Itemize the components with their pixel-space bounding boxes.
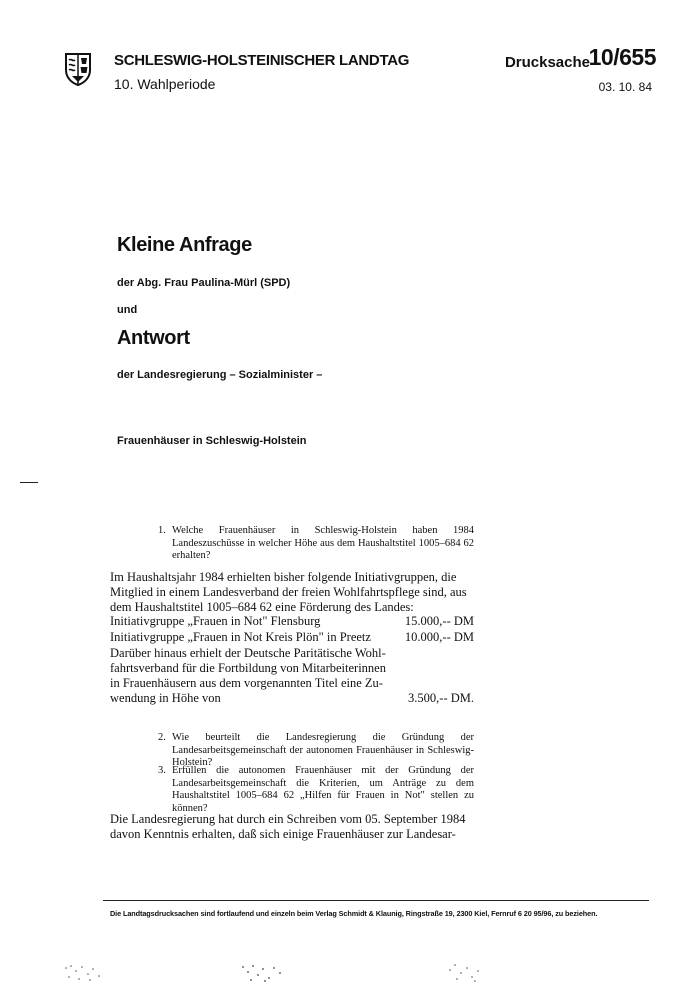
footer-rule	[103, 900, 649, 901]
landtag-name: SCHLESWIG-HOLSTEINISCHER LANDTAG	[114, 52, 410, 69]
question-number: 2.	[158, 732, 166, 743]
scan-artifact	[240, 962, 284, 984]
text-line: Die Landesregierung hat durch ein Schreiben vom 05. September 1984	[110, 812, 466, 826]
scan-artifact	[62, 962, 106, 984]
funding-amount: 10.000,-- DM	[404, 630, 474, 644]
question-1	[158, 525, 474, 563]
scan-artifact	[445, 962, 485, 984]
answer-1-intro: Im Haushaltsjahr 1984 erhielten bisher folgende Initiativgruppen, die Mitglied in einem Landesverband der freien Wohlfahrtspflege sind, aus dem Haushaltstitel 1005–684 62 eine Förderung des Landes:	[110, 570, 467, 614]
question-number: 3.	[158, 765, 166, 776]
und-line: und	[117, 304, 138, 316]
drucksache-label: Drucksache	[504, 54, 590, 71]
funding-amount: 15.000,-- DM	[404, 614, 474, 628]
abgeordnete-line: der Abg. Frau Paulina-Mürl (SPD)	[117, 277, 291, 289]
question-3	[158, 765, 474, 815]
text-line: davon Kenntnis erhalten, daß sich einige Frauenhäuser zur Landesar-	[110, 827, 456, 841]
footer-note: Die Landtagsdrucksachen sind fortlaufend und einzeln beim Verlag Schmidt & Klaunig, Ringstraße 19, 2300 Kiel, Fernruf 6 20 95/96, zu beziehen.	[110, 909, 598, 918]
funding-recipient: Initiativgruppe „Frauen in Not" Flensburg	[110, 614, 321, 628]
funding-recipient: Initiativgruppe „Frauen in Not Kreis Plön" in Preetz	[110, 630, 371, 644]
margin-mark	[20, 482, 38, 483]
drucksache-number: 10/655	[588, 44, 656, 70]
question-text: Erfüllen die autonomen Frauenhäuser mit der Gründung der Landesarbeitsgemeinschaft die Kriterien, um Anträge zu dem Haushaltstitel 1005–684 62 „Hilfen für Frauen in Not" stellen zu können?	[172, 765, 474, 814]
question-text: Welche Frauenhäuser in Schleswig-Holstein haben 1984 Landeszuschüsse in welcher Höhe aus dem Haushaltstitel 1005–684 62 erhalten?	[172, 525, 474, 561]
funding-recipient: wendung in Höhe von	[110, 691, 221, 705]
question-text: Wie beurteilt die Landesregierung die Gründung der Landesarbeitsgemeinschaft der autonomen Frauenhäuser in Schleswig-Holstein?	[172, 732, 474, 768]
text-line: fahrtsverband für die Fortbildung von Mitarbeiterinnen	[110, 661, 386, 675]
antwort-heading: Antwort	[117, 327, 190, 349]
kleine-anfrage-heading: Kleine Anfrage	[117, 234, 252, 256]
coat-of-arms-icon	[64, 52, 92, 86]
question-number: 1.	[158, 525, 166, 536]
answer-1-additional	[110, 646, 474, 691]
landesregierung-line: der Landesregierung – Sozialminister –	[117, 369, 323, 381]
subject-line: Frauenhäuser in Schleswig-Holstein	[117, 435, 307, 447]
question-2	[158, 732, 474, 770]
wahlperiode: 10. Wahlperiode	[114, 76, 216, 92]
answer-2	[110, 812, 474, 842]
text-line: Darüber hinaus erhielt der Deutsche Paritätische Wohl-	[110, 646, 386, 660]
funding-amount: 3.500,-- DM.	[408, 691, 474, 705]
text-line: in Frauenhäusern aus dem vorgenannten Titel eine Zu-	[110, 676, 383, 690]
document-date: 03. 10. 84	[598, 80, 652, 94]
